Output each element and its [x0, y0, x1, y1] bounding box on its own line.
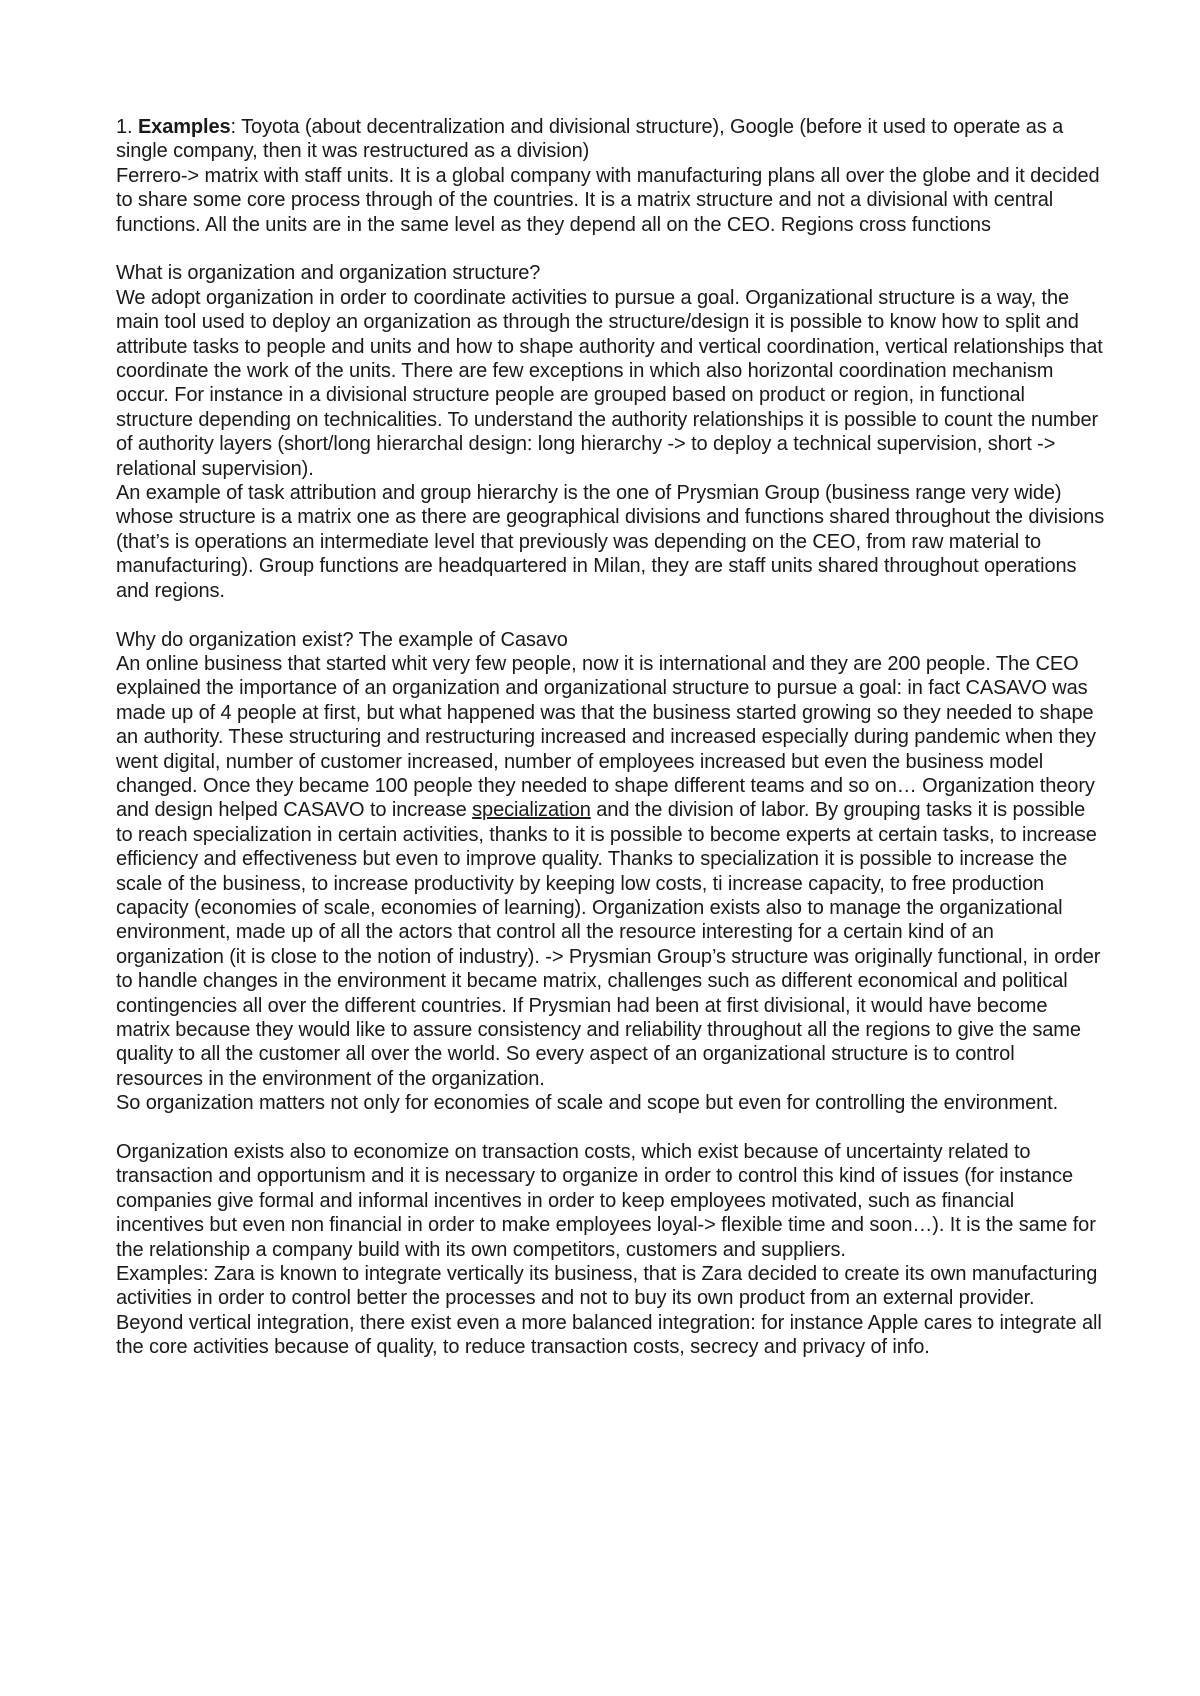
- zara-apple-paragraph: Examples: Zara is known to integrate vertically its business, that is Zara decided to create its own manufacturing activities in order to control better the processes and not to buy its own product from an external provider. Beyond vertical integration, there exist even a more balanced integration: for instance Apple cares to integrate all the core activities because of quality, to reduce transaction costs, secrecy and privacy of info.: [116, 1263, 1102, 1359]
- examples-colon: :: [230, 116, 236, 138]
- structure-question: What is organization and organization structure?: [116, 262, 541, 285]
- prysmian-paragraph: An example of task attribution and group hierarchy is the one of Prysmian Group (business range very wide) whose structure is a matrix one as there are geographical divisions and functions shared throughout the divisions (that’s is operations an intermediate level that previously was depending on the CEO, from raw material to manufacturing). Group functions are headquartered in Milan, they are staff units shared throughout operations and regions.: [116, 482, 1105, 602]
- paragraph-gap: [116, 603, 1106, 627]
- examples-paragraph: [116, 115, 1106, 164]
- paragraph-gap: [116, 237, 1106, 261]
- casavo-text-end: and the division of labor. By grouping tasks it is possible to reach specialization in certain activities, thanks to it is possible to become experts at certain tasks, to increase efficiency and effectiveness but even to improve quality. Thanks to specialization it is possible to increase the scale of the business, to increase productivity by keeping low costs, ti increase capacity, to free production capacity (economies of scale, economies of learning). Organization exists also to manage the organizational environment, made up of all the actors that control all the resource interesting for a certain kind of an organization (it is close to the notion of industry). -> Prysmian Group’s structure was originally functional, in order to handle changes in the environment it became matrix, challenges such as different economical and political contingencies all over the different countries. If Prysmian had been at first divisional, it would have become matrix because they would like to assure consistency and reliability throughout all the regions to give the same quality to all the customer all over the world. So every aspect of an organizational structure is to control resources in the environment of the organization.: [116, 799, 1101, 1090]
- document-body: [116, 115, 1106, 1360]
- casavo-conclusion: So organization matters not only for economies of scale and scope but even for controlling the environment.: [116, 1092, 1059, 1115]
- specialization-underlined: specialization: [472, 799, 591, 822]
- examples-text: Toyota (about decentralization and divisional structure), Google (before it used to operate as a single company, then it was restructured as a division): [116, 116, 1064, 163]
- structure-paragraph: We adopt organization in order to coordinate activities to pursue a goal. Organizational structure is a way, the main tool used to deploy an organization as through the structure/design it is possible to know how to split and attribute tasks to people and units and how to shape authority and vertical coordination, vertical relationships that coordinate the work of the units. There are few exceptions in which also horizontal coordination mechanism occur. For instance in a divisional structure people are grouped based on product or region, in functional structure depending on technicalities. To understand the authority relationships it is possible to count the number of authority layers (short/long hierarchal design: long hierarchy -> to deploy a technical supervision, short -> relational supervision).: [116, 286, 1103, 480]
- transaction-paragraph: Organization exists also to economize on transaction costs, which exist because of uncertainty related to transaction and opportunism and it is necessary to organize in order to control this kind of issues (for instance companies give formal and informal incentives in order to keep employees motivated, such as financial incentives but even non financial in order to make employees loyal-> flexible time and soon…). It is the same for the relationship a company build with its own competitors, customers and suppliers.: [116, 1141, 1096, 1261]
- examples-label: Examples: [137, 116, 231, 138]
- paragraph-gap: [116, 1116, 1106, 1140]
- casavo-paragraph: [116, 652, 1106, 1091]
- casavo-text-start: An online business that started whit very few people, now it is international and they are 200 people. The CEO explained the importance of an organization and organizational structure to pursue a goal: in fact CASAVO was made up of 4 people at first, but what happened was that the business started growing so they needed to shape an authority. These structuring and restructuring increased and increased especially during pandemic when they went digital, number of customer increased, number of employees increased but even the business model changed. Once they became 100 people they needed to shape different teams and so on… Organization theory and design helped CASAVO to increase: [116, 652, 1096, 822]
- casavo-question: Why do organization exist? The example of Casavo: [116, 628, 568, 651]
- list-number: 1.: [116, 116, 138, 138]
- ferrero-paragraph: Ferrero-> matrix with staff units. It is a global company with manufacturing plans all over the globe and it decided to share some core process through of the countries. It is a matrix structure and not a divisional with central functions. All the units are in the same level as they depend all on the CEO. Regions cross functions: [116, 164, 1100, 236]
